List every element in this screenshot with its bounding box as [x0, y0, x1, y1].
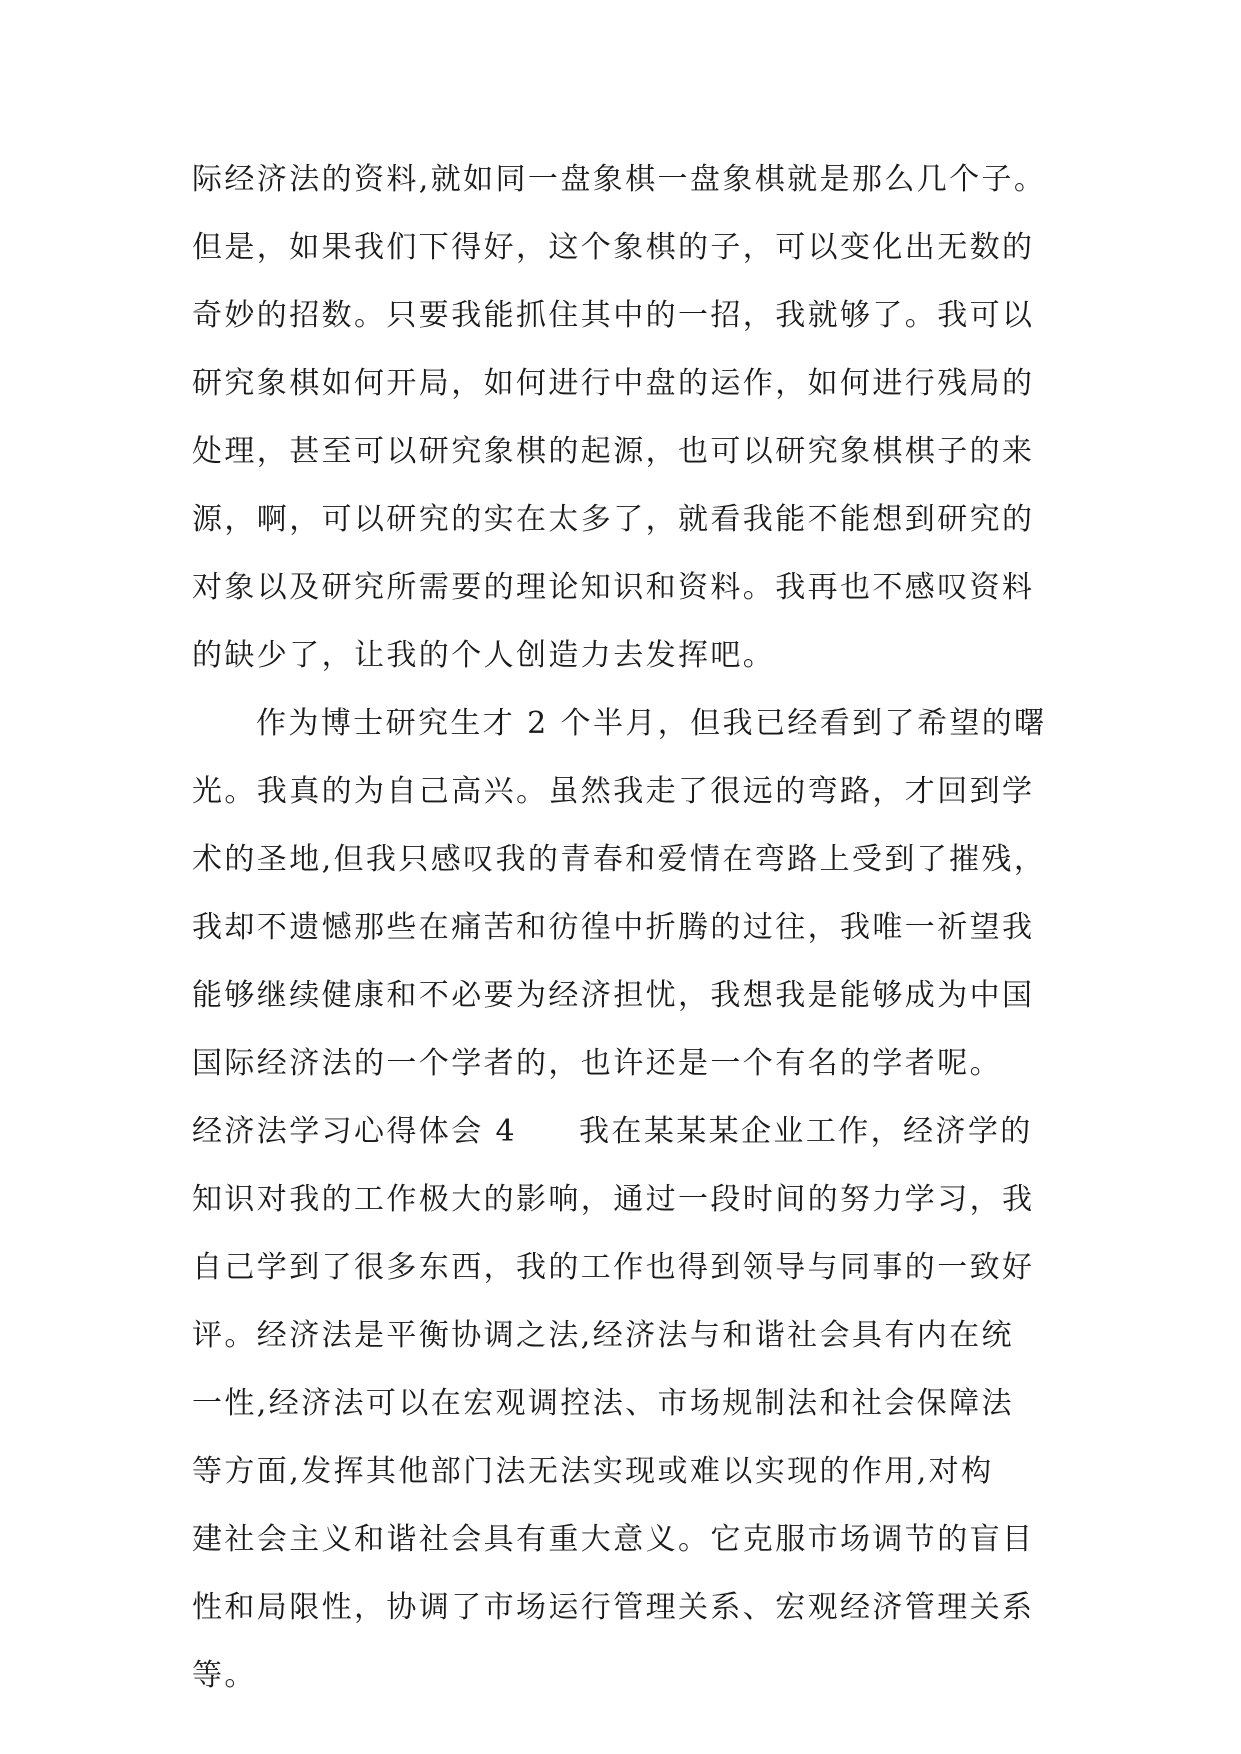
text-line: 但是，如果我们下得好，这个象棋的子，可以变化出无数的 [192, 230, 1035, 265]
text-line: 光。我真的为自己高兴。虽然我走了很远的弯路，才回到学 [192, 774, 1035, 809]
text-line: 术的圣地,但我只感叹我的青春和爱情在弯路上受到了摧残， [192, 842, 1047, 877]
text-line: 奇妙的招数。只要我能抓住其中的一招，我就够了。我可以 [192, 298, 1035, 333]
text-line: 际经济法的资料,就如同一盘象棋一盘象棋就是那么几个子。 [192, 162, 1047, 197]
text-line: 等。 [192, 1658, 257, 1693]
text-line: 等方面,发挥其他部门法无法实现或难以实现的作用,对构 [192, 1454, 994, 1489]
text-line: 建社会主义和谐社会具有重大意义。它克服市场调节的盲目 [192, 1522, 1035, 1557]
text-line: 处理，甚至可以研究象棋的起源，也可以研究象棋棋子的来 [192, 434, 1035, 469]
text-line: 评。经济法是平衡协调之法,经济法与和谐社会具有内在统 [192, 1318, 1014, 1353]
text-line: 的缺少了，让我的个人创造力去发挥吧。 [192, 638, 776, 673]
text-line: 自己学到了很多东西，我的工作也得到领导与同事的一致好 [192, 1250, 1035, 1285]
text-line: 源，啊，可以研究的实在太多了，就看我能不能想到研究的 [192, 502, 1035, 537]
text-line: 一性,经济法可以在宏观调控法、市场规制法和社会保障法 [192, 1386, 1014, 1421]
text-line: 知识对我的工作极大的影响，通过一段时间的努力学习，我 [192, 1182, 1035, 1217]
section-heading: 经济法学习心得体会 4 [192, 1114, 518, 1149]
paragraph-first-line: 作为博士研究生才 2 个半月，但我已经看到了希望的曙 [256, 706, 1047, 741]
heading-following-text: 我在某某某企业工作，经济学的 [579, 1114, 1033, 1149]
text-line: 国际经济法的一个学者的，也许还是一个有名的学者呢。 [192, 1046, 1002, 1081]
section-heading-line [192, 1112, 1033, 1152]
text-line: 能够继续健康和不必要为经济担忧，我想我是能够成为中国 [192, 978, 1035, 1013]
text-line: 我却不遗憾那些在痛苦和彷徨中折腾的过往，我唯一祈望我 [192, 910, 1035, 945]
text-line: 对象以及研究所需要的理论知识和资料。我再也不感叹资料 [192, 570, 1035, 605]
text-line: 性和局限性，协调了市场运行管理关系、宏观经济管理关系 [192, 1590, 1035, 1625]
text-line: 研究象棋如何开局，如何进行中盘的运作，如何进行残局的 [192, 366, 1035, 401]
